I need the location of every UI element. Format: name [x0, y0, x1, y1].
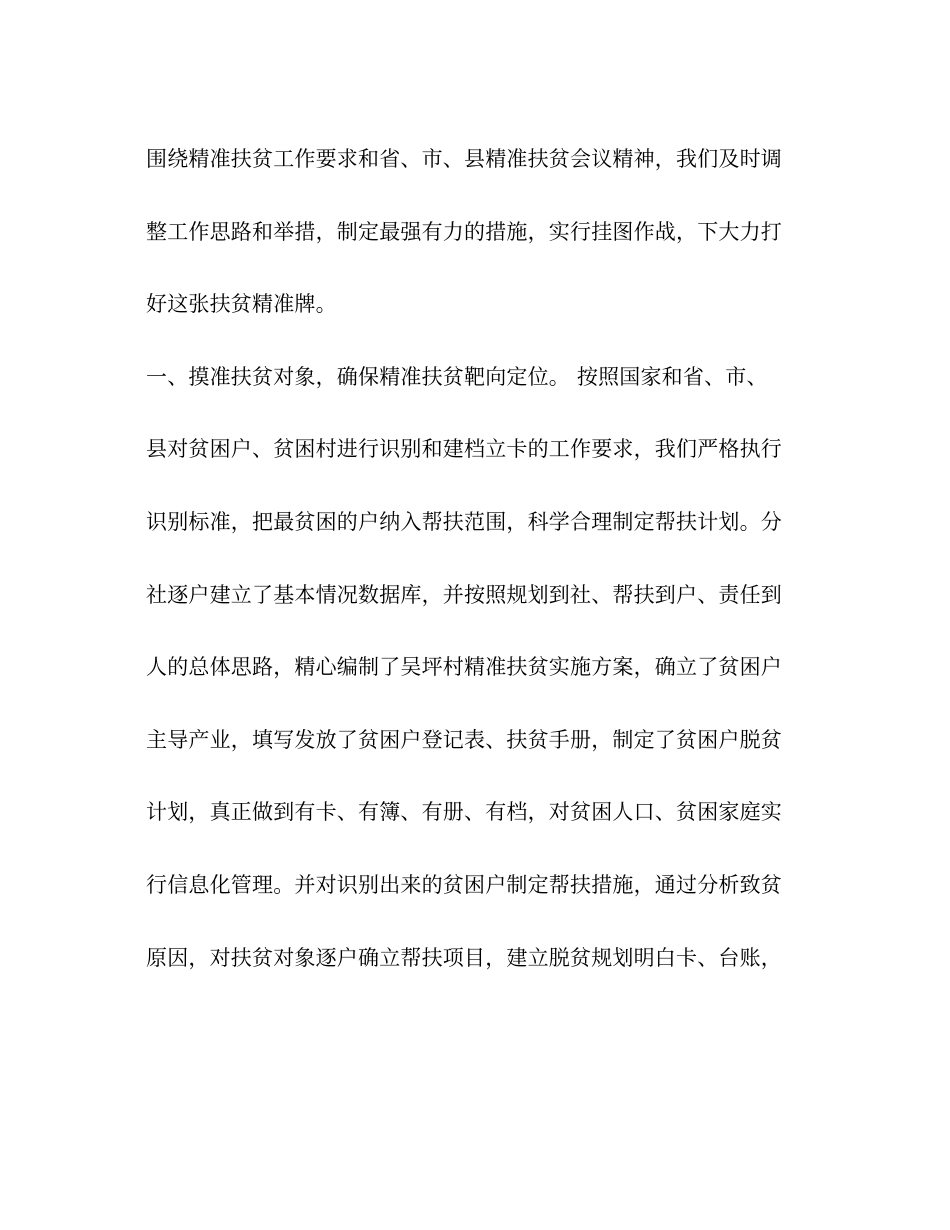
text-line: 整工作思路和举措，制定最强有力的措施，实行挂图作战，下大力打	[146, 219, 782, 244]
text-line: 原因，对扶贫对象逐户确立帮扶项目，建立脱贫规划明白卡、台账，	[146, 945, 782, 970]
section-heading-line: 一、摸准扶贫对象，确保精准扶贫靶向定位。 按照国家和省、市、	[146, 364, 768, 389]
text-line: 县对贫困户、贫困村进行识别和建档立卡的工作要求，我们严格执行	[146, 437, 782, 462]
text-line: 社逐户建立了基本情况数据库，并按照规划到社、帮扶到户、责任到	[146, 582, 782, 607]
text-line: 围绕精准扶贫工作要求和省、市、县精准扶贫会议精神，我们及时调	[146, 147, 782, 171]
text-line: 好这张扶贫精准牌。	[146, 292, 337, 317]
text-line: 计划，真正做到有卡、有簿、有册、有档，对贫困人口、贫困家庭实	[146, 800, 782, 825]
text-line: 行信息化管理。并对识别出来的贫困户制定帮扶措施，通过分析致贫	[146, 872, 782, 897]
body-text	[146, 139, 806, 1010]
text-line: 主导产业，填写发放了贫困户登记表、扶贫手册，制定了贫困户脱贫	[146, 727, 782, 752]
text-line: 人的总体思路，精心编制了吴坪村精准扶贫实施方案，确立了贫困户	[146, 655, 782, 680]
text-line: 识别标准，把最贫困的户纳入帮扶范围，科学合理制定帮扶计划。分	[146, 509, 782, 534]
